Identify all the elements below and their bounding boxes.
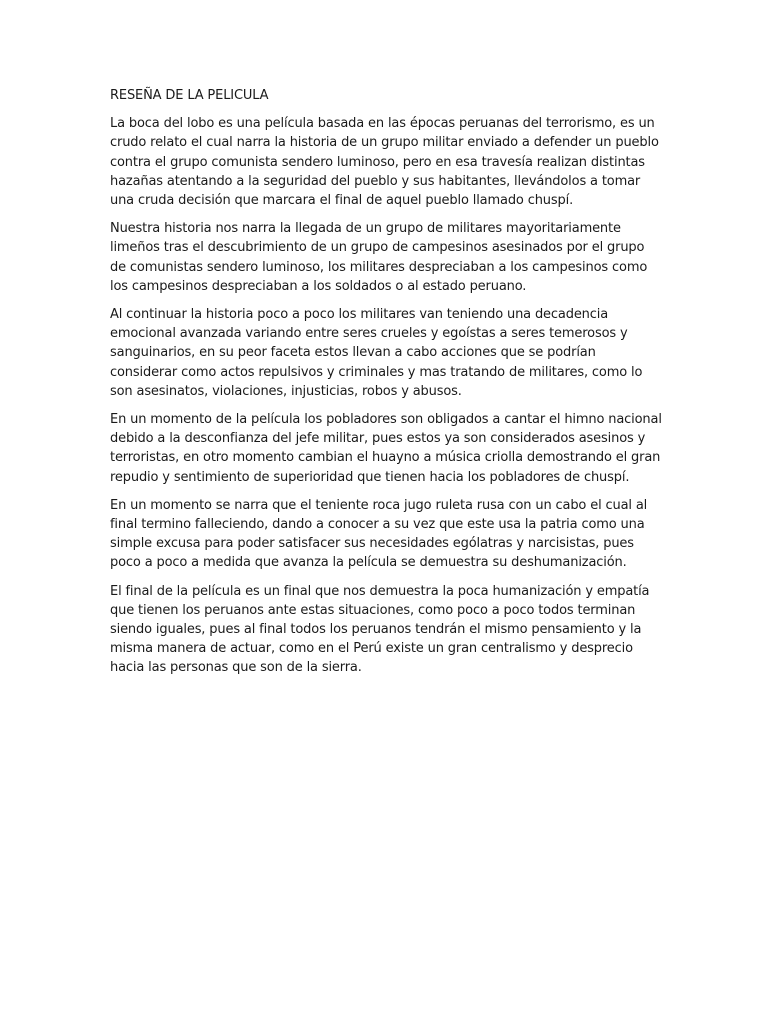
paragraph: Nuestra historia nos narra la llegada de un grupo de militares mayoritariamente limeños tras el descubrimiento de un grupo de campesinos asesinados por el grupo de comunistas sendero luminoso, los militares despreciaban a los campesinos como los campesinos despreciaban a los soldados o al estado peruano. xyxy=(110,221,648,294)
document-title: RESEÑA DE LA PELICULA xyxy=(110,88,269,103)
document-body xyxy=(110,86,662,687)
paragraph: En un momento se narra que el teniente roca jugo ruleta rusa con un cabo el cual al final termino falleciendo, dando a conocer a su vez que este usa la patria como una simple excusa para poder satisfacer sus necesidades ególatras y narcisistas, pues poco a poco a medida que avanza la película se demuestra su deshumanización. xyxy=(110,497,648,571)
paragraph: El final de la película es un final que nos demuestra la poca humanización y empatía que tienen los peruanos ante estas situaciones, como poco a poco todos terminan siendo iguales, pues al final todos los peruanos tendrán el mismo pensamiento y la misma manera de actuar, como en el Perú existe un gran centralismo y desprecio hacia las personas que son de la sierra. xyxy=(110,583,650,676)
paragraph: Al continuar la historia poco a poco los militares van teniendo una decadencia emocional avanzada variando entre seres crueles y egoístas a seres temerosos y sanguinarios, en su peor faceta estos llevan a cabo acciones que se podrían considerar como actos repulsivos y criminales y mas tratando de militares, como lo son asesinatos, violaciones, injusticias, robos y abusos. xyxy=(110,307,643,399)
paragraph: La boca del lobo es una película basada en las épocas peruanas del terrorismo, es un crudo relato el cual narra la historia de un grupo militar enviado a defender un pueblo contra el grupo comunista sendero luminoso, pero en esa travesía realizan distintas hazañas atentando a la seguridad del pueblo y sus habitantes, llevándolos a tomar una cruda decisión que marcara el final de aquel pueblo llamado chuspí. xyxy=(110,116,659,209)
paragraph: En un momento de la película los pobladores son obligados a cantar el himno nacional debido a la desconfianza del jefe militar, pues estos ya son considerados asesinos y terroristas, en otro momento cambian el huayno a música criolla demostrando el gran repudio y sentimiento de superioridad que tienen hacia los pobladores de chuspí. xyxy=(110,412,662,485)
